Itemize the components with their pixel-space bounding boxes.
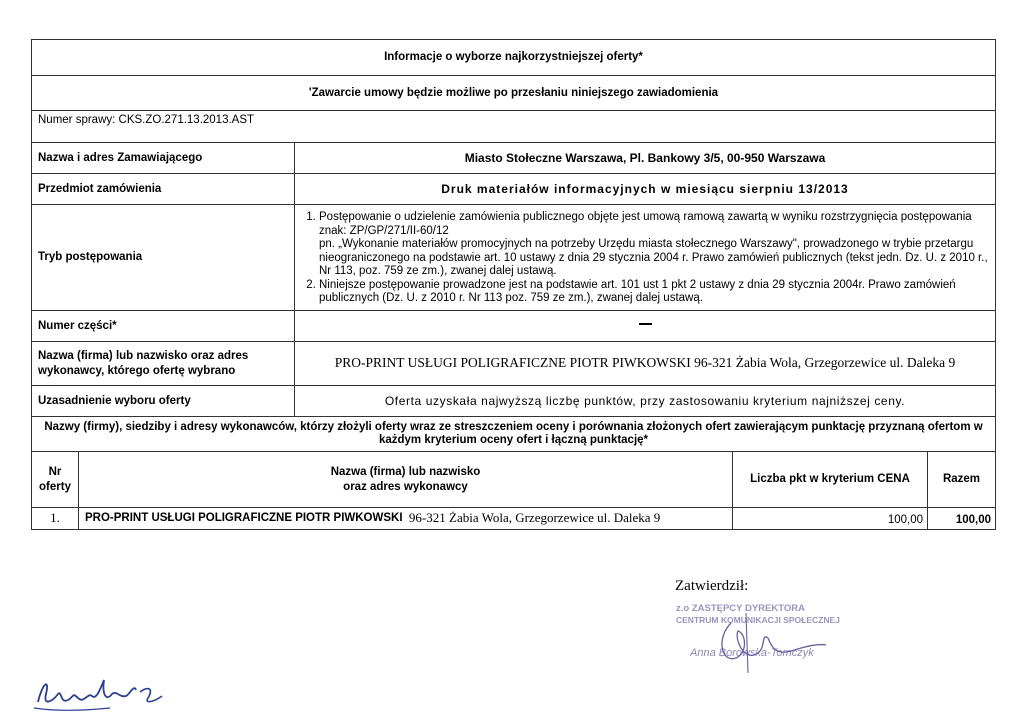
table-row-address: 96-321 Żabia Wola, Grzegorzewice ul. Daleka 9 bbox=[408, 510, 661, 526]
col-header-cena: Liczba pkt w kryterium CENA bbox=[732, 451, 928, 508]
zamawiajacy-value: Miasto Stołeczne Warszawa, Pl. Bankowy 3/5, 00-950 Warszawa bbox=[294, 142, 996, 174]
approved-label: Zatwierdził: bbox=[675, 578, 749, 594]
case-number: Numer sprawy: CKS.ZO.271.13.2013.AST bbox=[31, 110, 996, 143]
stamp-line-1: z.o ZASTĘPCY DYREKTORA bbox=[676, 603, 805, 614]
czesc-label: Numer części* bbox=[31, 310, 295, 342]
table-cell-razem: 100,00 bbox=[927, 507, 996, 530]
table-cell-nr: 1. bbox=[31, 507, 79, 530]
signature-scribble bbox=[676, 603, 840, 683]
uzasadnienie-label: Uzasadnienie wyboru oferty bbox=[31, 385, 295, 417]
stamp-signer-name: Anna Borowska-Tomczyk bbox=[690, 647, 814, 659]
summary-header: Nazwy (firmy), siedziby i adresy wykonawców, którzy złożyli oferty wraz ze streszczeniem oceny i porównania złożonych ofert zawierającym punktację przyznaną ofertom w każdym kryterium oceny ofert i łączną punktację* bbox=[31, 416, 996, 452]
tryb-label: Tryb postępowania bbox=[31, 204, 295, 311]
tryb-item-1 bbox=[319, 211, 989, 279]
tryb-list bbox=[301, 211, 989, 306]
col-header-name: Nazwa (firma) lub nazwisko oraz adres wykonawcy bbox=[78, 451, 733, 508]
table-row-company: PRO-PRINT USŁUGI POLIGRAFICZNE PIOTR PIWKOWSKI bbox=[85, 512, 403, 525]
uzasadnienie-value: Oferta uzyskała najwyższą liczbę punktów, przy zastosowaniu kryterium najniższej ceny. bbox=[294, 385, 996, 417]
zamawiajacy-label: Nazwa i adres Zamawiającego bbox=[31, 142, 295, 174]
col-header-razem: Razem bbox=[927, 451, 996, 508]
wykonawca-value: PRO-PRINT USŁUGI POLIGRAFICZNE PIOTR PIWKOWSKI 96-321 Żabia Wola, Grzegorzewice ul. Daleka 9 bbox=[294, 341, 996, 386]
tryb-value bbox=[294, 204, 996, 311]
handwritten-initials bbox=[30, 672, 175, 717]
wykonawca-label: Nazwa (firma) lub nazwisko oraz adres wykonawcy, którego ofertę wybrano bbox=[31, 341, 295, 386]
empty-dash bbox=[639, 323, 652, 325]
czesc-value bbox=[294, 310, 996, 342]
przedmiot-label: Przedmiot zamówienia bbox=[31, 173, 295, 205]
table-cell-name bbox=[78, 507, 733, 530]
document-title: Informacje o wyborze najkorzystniejszej oferty* bbox=[31, 39, 996, 76]
col-header-nr: Nr oferty bbox=[31, 451, 79, 508]
stamp bbox=[676, 603, 840, 683]
stamp-line-2: CENTRUM KOMUNIKACJI SPOŁECZNEJ bbox=[676, 615, 840, 625]
przedmiot-value: Druk materiałów informacyjnych w miesiącu sierpniu 13/2013 bbox=[294, 173, 996, 205]
tryb-item-1-line-1: Postępowanie o udzielenie zamówienia publicznego objęte jest umową ramową zawartą w wyniku rozstrzygnięcia postępowania znak: ZP/GP/271/II-60/12 bbox=[319, 211, 972, 237]
table-cell-cena: 100,00 bbox=[732, 507, 928, 530]
tryb-item-1-line-2: pn. „Wykonanie materiałów promocyjnych na potrzeby Urzędu miasta stołecznego Warszawy", prowadzonego w trybie przetargu nieograniczonego na podstawie art. 10 ustawy z dnia 29 stycznia 2004 r. Prawo zamówień publicznych (tekst jedn. Dz. U. z 2010 r., Nr 113, poz. 759 ze zm.), zwanej dalej ustawą. bbox=[319, 238, 988, 277]
tryb-item-2: 2. Niniejsze postępowanie prowadzone jest na podstawie art. 101 ust 1 pkt 2 ustawy z dnia 29 stycznia 2004r. Prawo zamówień publicznych (Dz. U. z 2010 r. Nr 113 poz. 759 ze zm.), zwanej dalej ustawą. bbox=[319, 279, 989, 306]
notice: 'Zawarcie umowy będzie możliwe po przesłaniu niniejszego zawiadomienia bbox=[31, 75, 996, 111]
